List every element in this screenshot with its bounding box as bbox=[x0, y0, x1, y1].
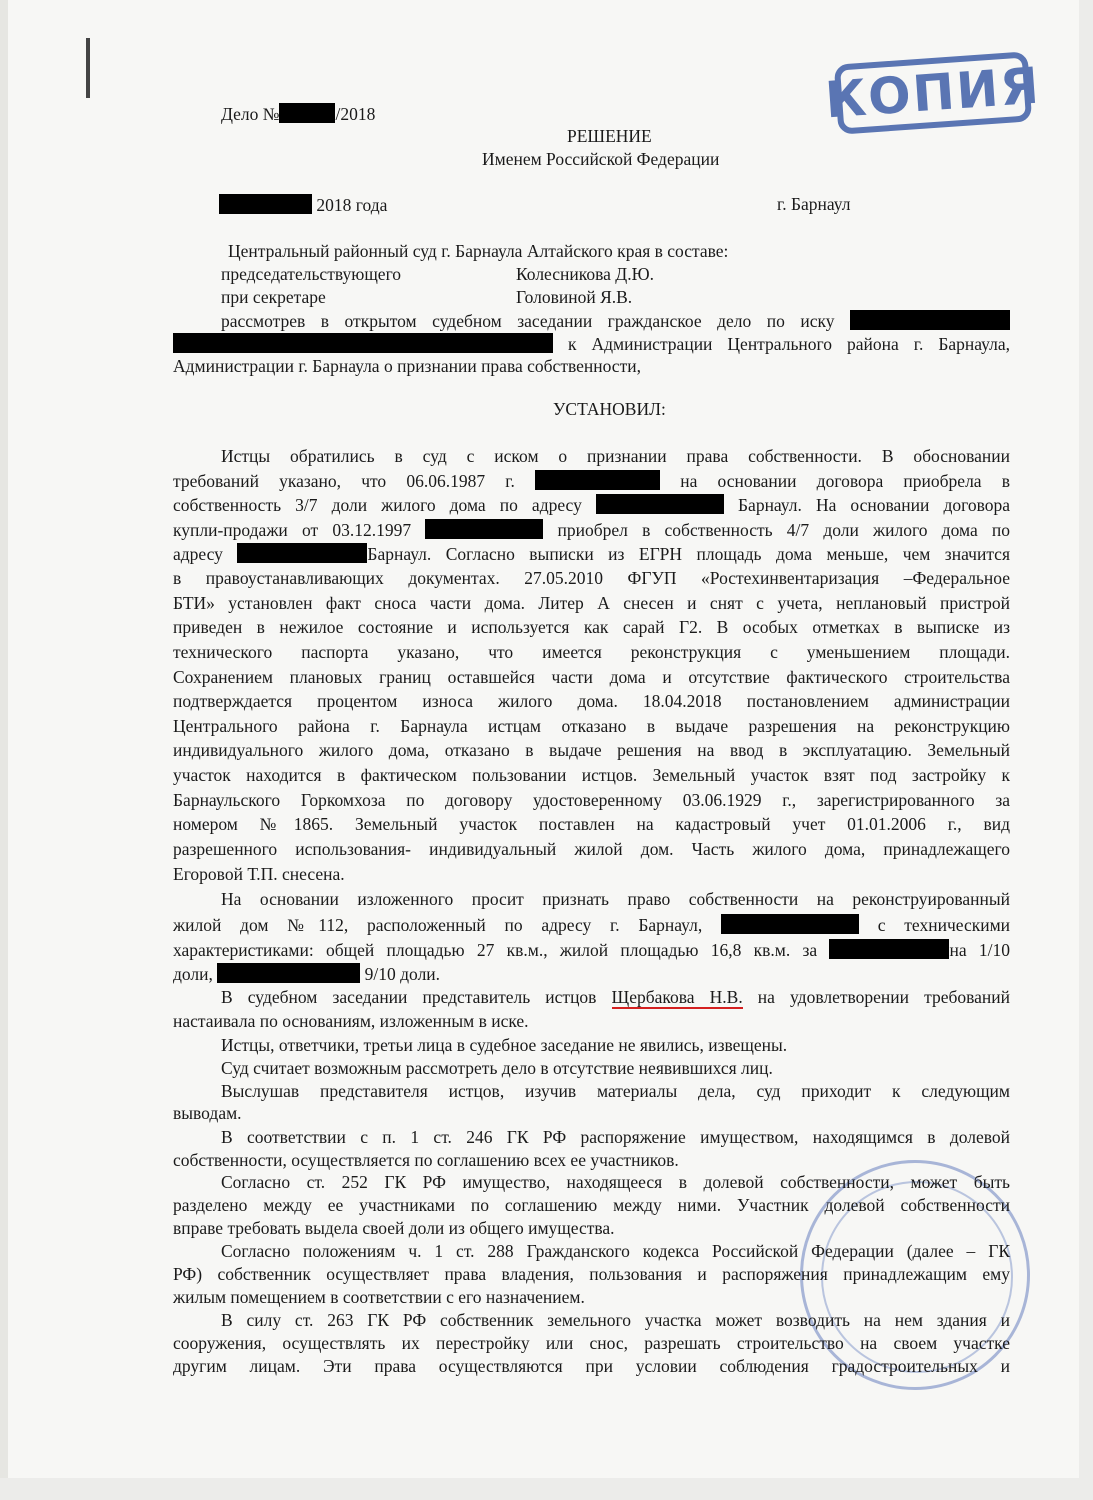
body-line: В силу ст. 263 ГК РФ собственник земельного участка может возводить на нем здания и bbox=[221, 1310, 1010, 1330]
body-line: В судебном заседании представитель истцов Щербакова Н.В. на удовлетворении требований bbox=[221, 987, 1011, 1007]
document-subtitle: Именем Российской Федерации bbox=[482, 149, 720, 169]
decision-date: 2018 года bbox=[219, 194, 387, 216]
redaction bbox=[850, 310, 1010, 330]
secretary-name: Головиной Я.В. bbox=[516, 287, 633, 307]
redaction bbox=[425, 519, 543, 539]
body-line: разрешенного использования- индивидуальный жилой дом. Часть жилого дома, принадлежащего bbox=[173, 839, 1010, 859]
body-line: адресу Барнаул. Согласно выписки из ЕГРН площадь дома меньше, чем значится bbox=[173, 544, 1011, 564]
body-line: настаивала по основаниям, изложенным в иске. bbox=[173, 1011, 529, 1031]
body-line: собственности, осуществляется по соглашению всех ее участников. bbox=[173, 1150, 679, 1170]
body-line: На основании изложенного просит признать право собственности на реконструированный bbox=[221, 889, 1010, 909]
presiding-label: председательствующего bbox=[221, 264, 402, 284]
body-line: Центрального района г. Барнаула истцам отказано в выдаче разрешения на реконструкцию bbox=[173, 716, 1010, 736]
body-line: Барнаульского Горкомхоза по договору удостоверенному 03.06.1929 г., зарегистрированного за bbox=[173, 790, 1010, 810]
redaction bbox=[173, 333, 553, 353]
body-line: в правоустанавливающих документах. 27.05.2010 ФГУП «Ростехинвентаризация –Федеральное bbox=[173, 568, 1010, 588]
court-line: Центральный районный суд г. Барнаула Алтайского края в составе: bbox=[228, 241, 729, 261]
body-line: другим лицам. Эти права осуществляются при условии соблюдения градостроительных и bbox=[173, 1356, 1010, 1376]
copy-stamp-text: КОПИЯ bbox=[823, 56, 1043, 130]
body-line: технического паспорта указано, что имеется реконструкция с уменьшением площади. bbox=[173, 642, 1010, 662]
scan-edge-left bbox=[0, 0, 8, 1500]
body-line: подтверждается процентом износа жилого дома. 18.04.2018 постановлением администрации bbox=[173, 691, 1010, 711]
body-line: сооружения, осуществлять их перестройку или снос, разрешать строительство на своем участке bbox=[173, 1333, 1010, 1353]
body-line: Администрации г. Барнаула о признании права собственности, bbox=[173, 356, 641, 376]
decision-city: г. Барнаул bbox=[777, 194, 851, 214]
redaction bbox=[829, 939, 949, 959]
body-line: номером №1865. Земельный участок поставлен на кадастровый учет 01.01.2006 г., вид bbox=[173, 814, 1010, 834]
body-line: к Администрации Центрального района г. Барнаула, bbox=[173, 333, 1010, 355]
body-line: собственность 3/7 доли жилого дома по адресу Барнаул. На основании договора bbox=[173, 495, 1011, 515]
body-line: Суд считает возможным рассмотреть дело в отсутствие неявившихся лиц. bbox=[221, 1058, 773, 1078]
copy-stamp bbox=[823, 51, 1043, 134]
body-line: жилой дом №112, расположенный по адресу г. Барнаул, с техническими bbox=[173, 915, 1011, 935]
redaction bbox=[279, 103, 335, 123]
body-line: купли-продажи от 03.12.1997 приобрел в собственность 4/7 доли жилого дома по bbox=[173, 520, 1011, 540]
body-line: Истцы обратились в суд с иском о признании права собственности. В обосновании bbox=[221, 446, 1010, 466]
body-line: приведен в нежилое состояние и используется как сарай Г2. В особых отметках в выписке из bbox=[173, 617, 1010, 637]
body-line: Сохранением плановых границ оставшейся части дома и отсутствие фактического строительства bbox=[173, 667, 1010, 687]
scan-edge-bottom bbox=[0, 1478, 1093, 1500]
redaction bbox=[237, 543, 367, 563]
margin-mark bbox=[86, 38, 90, 98]
body-line: жилым помещением в соответствии с его назначением. bbox=[173, 1287, 585, 1307]
representative-name: Щербакова Н.В. bbox=[611, 987, 743, 1007]
body-line: рассмотрев в открытом судебном заседании гражданское дело по иску bbox=[221, 310, 1010, 332]
scan-edge-right bbox=[1079, 0, 1093, 1500]
body-line: Истцы, ответчики, третьи лица в судебное заседание не явились, извещены. bbox=[221, 1035, 788, 1055]
presiding-name: Колесникова Д.Ю. bbox=[516, 264, 654, 284]
redaction bbox=[217, 963, 360, 983]
case-number: Дело № /2018 bbox=[221, 104, 376, 124]
redaction bbox=[535, 470, 660, 490]
body-line: индивидуального жилого дома, отказано в выдаче решения на ввод в эксплуатацию. Земельный bbox=[173, 740, 1010, 760]
section-title: УСТАНОВИЛ: bbox=[553, 399, 666, 419]
body-line: РФ) собственник осуществляет права владения, пользования и распоряжения принадлежащим ему bbox=[173, 1264, 1010, 1284]
body-line: В соответствии с п. 1 ст. 246 ГК РФ распоряжение имуществом, находящимся в долевой bbox=[221, 1127, 1010, 1147]
redaction bbox=[721, 914, 859, 934]
body-line: требований указано, что 06.06.1987 г. на основании договора приобрела в bbox=[173, 471, 1011, 491]
body-line: Егоровой Т.П. снесена. bbox=[173, 864, 345, 884]
body-line: участок находится в фактическом пользовании истцов. Земельный участок взят под застройку к bbox=[173, 765, 1010, 785]
body-line: доли, 9/10 доли. bbox=[173, 964, 441, 984]
body-line: выводам. bbox=[173, 1103, 242, 1123]
body-line: вправе требовать выдела своей доли из общего имущества. bbox=[173, 1218, 615, 1238]
body-line: разделено между ее участниками по соглашению между ними. Участник долевой собственности bbox=[173, 1195, 1010, 1215]
document-title: РЕШЕНИЕ bbox=[567, 126, 652, 146]
body-line: характеристиками: общей площадью 27 кв.м., жилой площадью 16,8 кв.м. за на 1/10 bbox=[173, 940, 1011, 960]
body-line: Согласно ст. 252 ГК РФ имущество, находящееся в долевой собственности, может быть bbox=[221, 1172, 1010, 1192]
body-line: Выслушав представителя истцов, изучив материалы дела, суд приходит к следующим bbox=[221, 1081, 1010, 1101]
body-line: Согласно положениям ч. 1 ст. 288 Гражданского кодекса Российской Федерации (далее – ГК bbox=[221, 1241, 1010, 1261]
secretary-label: при секретаре bbox=[221, 287, 326, 307]
redaction bbox=[596, 494, 724, 514]
body-line: БТИ» установлен факт сноса части дома. Литер А снесен и снят с учета, неплановый пристрой bbox=[173, 593, 1010, 613]
redaction bbox=[219, 194, 312, 214]
